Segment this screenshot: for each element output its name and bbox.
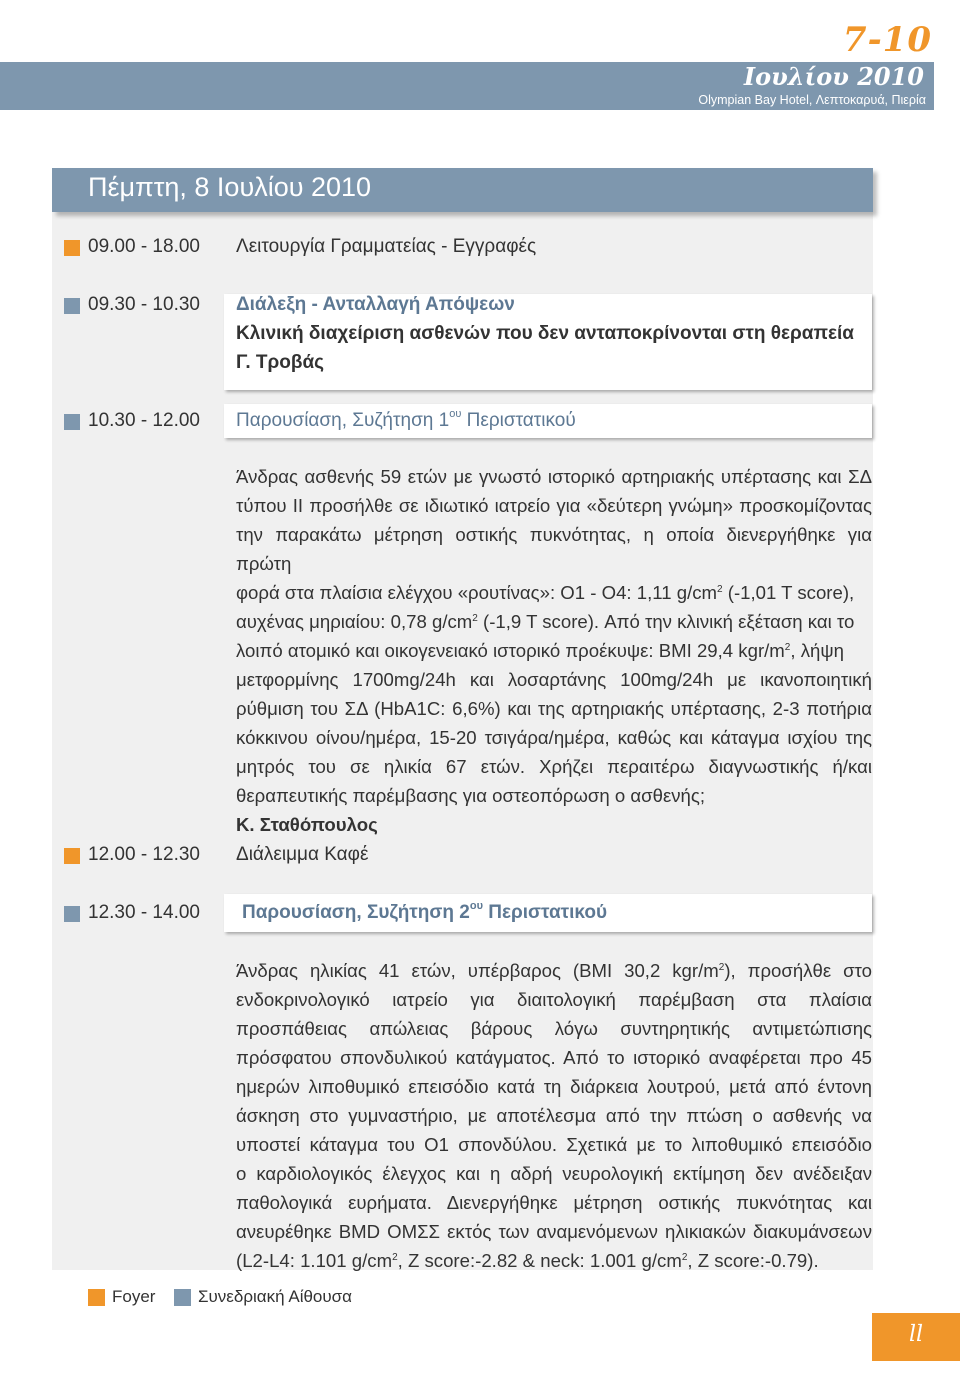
conference-venue: Olympian Bay Hotel, Λεπτοκαρυά, Πιερία	[698, 93, 926, 107]
session-title: Λειτουργία Γραμματείας - Εγγραφές	[236, 236, 537, 257]
case-description-2: Άνδρας ηλικίας 41 ετών, υπέρβαρος (BMI 30,2 kgr/$m^2$), προσήλθε στο ενδοκρινολογικό ιατρείο για διαιτολογική παρέμβαση στα πλαίσια προσπάθειας απώλειας βάρους λόγω συντηρητικής αντιμετώπισης πρόσφατου σπονδυλικού κατάγματος. Από το ιστορικό αναφέρεται προ 45 ημερών λιποθυμικό επεισόδιο κατά τη διάρκεια λουτρού, μετά από έντονη άσκηση στο γυμναστήριο, με αποτέλεσμα από την πτώση ο ασθενής να υποστεί κάταγμα του Ο1 σπονδύλου. Σχετικά με το λιποθυμικό επεισόδιο ο καρδιολογικός έλεγχος και η αδρή νευρολογική εκτίμηση δεν ανέδειξαν παθολογικά ευρήματα. Διενεργήθηκε μέτρηση οστικής πυκνότητας και ανευρέθηκε BMD ΟΜΣΣ εκτός των αναμενόμενων ηλικιακών διακυμάνσεων (L2-L4: 1.101 $g/cm^2$, Z score:-2.82 & neck: 1.001 $g/cm^2$, Z score:-0.79).	[236, 960, 872, 1271]
legend-swatch-foyer	[88, 1289, 105, 1306]
conference-month: Ιουλίου 2010	[743, 62, 924, 91]
session-speaker: Γ. Τροβάς	[236, 352, 325, 373]
location-marker-hall	[64, 298, 80, 314]
session-time: 12.00 - 12.30	[88, 844, 200, 865]
case-description-1: Άνδρας ασθενής 59 ετών με γνωστό ιστορικό αρτηριακής υπέρτασης και ΣΔ τύπου ΙΙ προσήλθε σε ιδιωτικό ιατρείο για «δεύτερη γνώμη» προσκομίζοντας την παρακάτω μέτρηση οστικής πυκνότητας, η οποία διενεργήθηκε για πρώτη φορά στα πλαίσια ελέγχου «ρουτίνας»: Ο1 - Ο4: 1,11 $g/cm^2$ (-1,01 T score), αυχένας μηριαίου: 0,78 $g/cm^2$ (-1,9 T score). Από την κλινική εξέταση και το λοιπό ατομικό και οικογενειακό ιστορικό προέκυψε: BMI 29,4 kgr/$m^2$, λήψη μετφορμίνης 1700mg/24h και λοσαρτάνης 100mg/24h με ικανοποιητική ρύθμιση του ΣΔ (HbA1C: 6,6%) και της αρτηριακής υπέρτασης, 2-3 ποτήρια κόκκινου οίνου/ημέρα, 15-20 τσιγάρα/ημέρα, καθώς και κάταγμα ισχίου της μητρός του σε ηλικία 67 ετών. Χρήζει περαιτέρω διαγνωστικής ή/και θεραπευτικής παρέμβασης για οστεοπόρωση ο ασθενής; Κ. Σταθόπουλος	[236, 462, 872, 839]
day-title: Πέμπτη, 8 Ιουλίου 2010	[88, 172, 372, 202]
page-number: ll	[908, 1322, 924, 1347]
legend-label-foyer: Foyer	[112, 1287, 156, 1306]
location-marker-hall	[64, 414, 80, 430]
session-time: 09.00 - 18.00	[88, 236, 200, 257]
location-marker-foyer	[64, 848, 80, 864]
location-marker-foyer	[64, 240, 80, 256]
session-title: Διάλειμμα Καφέ	[236, 844, 369, 865]
session-subtitle: Κλινική διαχείριση ασθενών που δεν ανταποκρίνονται στη θεραπεία	[236, 323, 854, 344]
legend-swatch-hall	[174, 1289, 191, 1306]
location-marker-hall	[64, 906, 80, 922]
session-title: Διάλεξη - Ανταλλαγή Απόψεων	[236, 294, 515, 315]
case-speaker: Κ. Σταθόπουλος	[236, 814, 378, 835]
session-title: Παρουσίαση, Συζήτηση $1^{o\upsilon}$ Περιστατικού	[236, 408, 576, 431]
session-time: 10.30 - 12.00	[88, 410, 200, 431]
conference-dates: 7-10	[842, 20, 932, 60]
legend-label-hall: Συνεδριακή Αίθουσα	[198, 1287, 353, 1306]
session-time: 09.30 - 10.30	[88, 294, 200, 315]
session-title: Παρουσίαση, Συζήτηση $2^{o\upsilon}$ Περιστατικού	[242, 900, 608, 923]
session-time: 12.30 - 14.00	[88, 902, 200, 923]
